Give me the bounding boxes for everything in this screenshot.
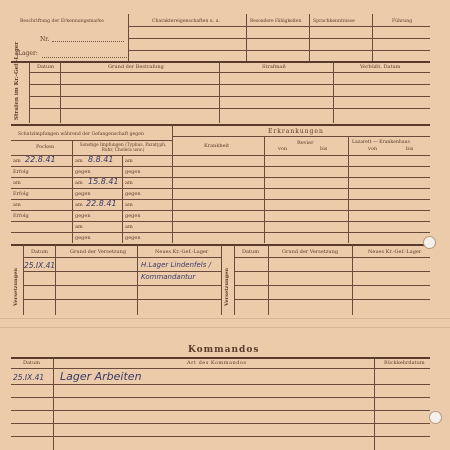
lazarett-bis: bis: [406, 146, 414, 152]
vacc-am: am: [13, 180, 21, 186]
tr-col-new-camp-2: Neues Kr.-Gef.-Lager: [368, 249, 422, 255]
vacc-am: am: [13, 158, 21, 164]
punch-hole: [423, 236, 436, 249]
pun-col-date: Datum: [37, 64, 54, 70]
vacc-gegen: gegen: [125, 213, 141, 219]
vacc-gegen: gegen: [125, 169, 141, 175]
vacc-heading: Schutzimpfungen während der Gefangenschaft gegen: [18, 132, 144, 137]
lazarett-von: von: [368, 146, 378, 152]
punch-hole: [429, 411, 442, 424]
vacc-am: am: [125, 158, 133, 164]
vacc-gegen: gegen: [75, 235, 91, 241]
vacc-am: am: [75, 180, 83, 186]
illness-col-lazarett: Lazarett — Krankenhaus: [352, 140, 410, 145]
lager-label: Lager:: [18, 50, 38, 57]
commando-type: Lager Arbeiten: [60, 370, 142, 383]
tr-col-reason-2: Grund der Versetzung: [282, 249, 339, 255]
col-languages: Sprachkenntnisse: [313, 19, 355, 24]
nr-line: [52, 41, 124, 42]
commando-date: 25.IX.41: [13, 373, 45, 382]
fold-line: [0, 327, 450, 328]
vacc-col-pocken: Pocken: [36, 144, 55, 150]
cmd-col-type: Art des Kommandos: [187, 360, 247, 366]
col-character: Charaktereigenschaften u. a.: [152, 19, 220, 24]
revier-bis: bis: [320, 146, 328, 152]
commandos-title: Kommandos: [188, 345, 260, 355]
col-abilities: Besondere Fähigkeiten: [250, 19, 302, 24]
vacc-erfolg: Erfolg: [13, 213, 29, 219]
vacc-am: am: [75, 224, 83, 230]
tr-col-date: Datum: [31, 249, 48, 255]
revier-von: von: [278, 146, 288, 152]
pun-col-measure: Strafmaß: [262, 64, 286, 70]
vacc-am: am: [125, 224, 133, 230]
vacc-gegen: gegen: [125, 235, 141, 241]
transfer-new-camp: H.Lager Lindenfels / Kommandantur: [141, 261, 211, 281]
punishments-side-label: Strafen im Kr.-Gef.-Lager: [14, 41, 20, 120]
illness-col-revier: Revier: [297, 140, 314, 146]
vacc-am: am: [75, 158, 83, 164]
lager-line: [42, 57, 127, 58]
vacc-am: am: [125, 202, 133, 208]
nr-label: Nr.: [40, 36, 50, 43]
tag-label: Beschriftung der Erkennungsmarke: [20, 19, 104, 24]
vacc-other-date: 22.8.41: [86, 199, 117, 208]
illness-col-illness: Krankheit: [204, 143, 230, 149]
col-conduct: Führung: [392, 19, 413, 24]
cmd-col-return: Rückkehrdatum: [384, 360, 425, 366]
pun-col-reason: Grund der Bestrafung: [108, 64, 164, 70]
pun-col-served: Verbüßt. Datum: [360, 64, 401, 70]
vacc-gegen: gegen: [75, 213, 91, 219]
transfers-side-label-2: Versetzungen: [224, 268, 230, 306]
transfer-date: 25.IX.41: [24, 261, 56, 270]
vacc-gegen: gegen: [75, 169, 91, 175]
vacc-am: am: [75, 202, 83, 208]
tr-col-date-2: Datum: [242, 249, 259, 255]
vacc-other-date: 8.8.41: [88, 155, 114, 164]
vacc-col-other: Sonstige Impfungen (Typhus, Paratyph, Ruhr, Cholera usw.): [79, 143, 167, 153]
vacc-am: am: [13, 202, 21, 208]
vacc-gegen: gegen: [125, 191, 141, 197]
tr-col-reason: Grund der Versetzung: [70, 249, 127, 255]
vacc-pocken-date: 22.8.41: [25, 155, 56, 164]
cmd-col-date: Datum: [23, 360, 40, 366]
vacc-erfolg: Erfolg: [13, 191, 29, 197]
fold-line: [0, 318, 450, 319]
vacc-am: am: [125, 180, 133, 186]
transfers-side-label: Versetzungen: [13, 268, 19, 306]
vacc-other-date: 15.8.41: [88, 177, 119, 186]
tr-col-new-camp: Neues Kr.-Gef.-Lager: [155, 249, 209, 255]
illness-heading: Erkrankungen: [268, 128, 324, 135]
vacc-erfolg: Erfolg: [13, 169, 29, 175]
vacc-gegen: gegen: [75, 191, 91, 197]
